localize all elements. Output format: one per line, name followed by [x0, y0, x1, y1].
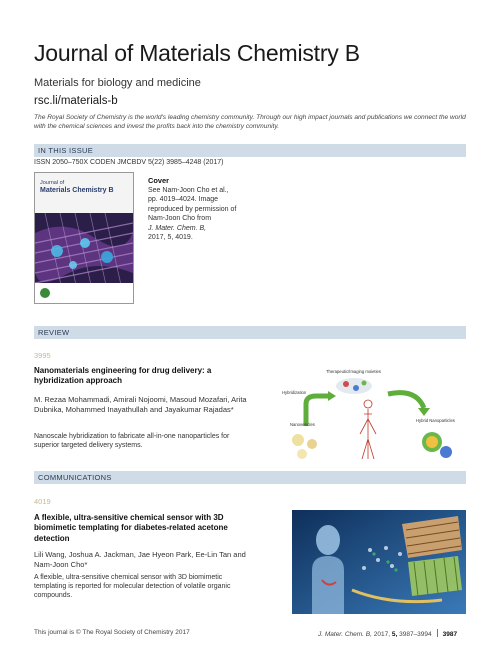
cover-artwork	[35, 213, 133, 303]
figure-label-bottom-left: Nanovesicles	[290, 422, 315, 427]
figure-label-right: Hybrid Nanoparticles	[416, 418, 455, 423]
cover-citation-journal: J. Mater. Chem. B,	[148, 224, 207, 232]
footer-copyright: This journal is © The Royal Society of Chemistry 2017	[34, 629, 190, 636]
footer-page-number: 3987	[442, 631, 458, 638]
article-title-link[interactable]: A flexible, ultra-sensitive chemical sensor with 3D biomimetic templating for diabetes-related acetone detection	[34, 513, 228, 543]
article-page-number: 4019	[34, 497, 51, 506]
footer-year: 2017,	[373, 631, 391, 638]
issn-line: ISSN 2050–750X CODEN JMCBDV 5(22) 3985–4248 (2017)	[34, 159, 224, 166]
communication-graphical-abstract	[292, 510, 466, 614]
footer-volume: 5,	[391, 631, 398, 638]
cover-text: See Nam-Joon Cho et al., pp. 4019–4024. Image reproduced by permission of Nam-Joon Cho from	[148, 186, 237, 223]
cover-image	[34, 172, 134, 304]
article-authors: M. Rezaa Mohammadi, Amirali Nojoomi, Masoud Mozafari, Arita Dubnika, Mohammed Inayathullah and Jayakumar Rajadas*	[34, 395, 247, 415]
article-page-number: 3995	[34, 351, 51, 360]
article-authors: Lili Wang, Joshua A. Jackman, Jae Hyeon Park, Ee-Lin Tan and Nam-Joon Cho*	[34, 550, 246, 570]
figure-label-left: Hybridization	[282, 390, 307, 395]
journal-description: The Royal Society of Chemistry is the world's leading chemistry community. Through our high impact journals and publications we connect the world with the chemical sciences and invest the profits back into the chemistry community.	[34, 114, 466, 130]
cover-mini-title-line1: Journal of	[40, 180, 65, 186]
journal-subtitle: Materials for biology and medicine	[34, 77, 201, 89]
cover-mini-title-line2: Materials Chemistry B	[40, 187, 114, 194]
review-graphical-abstract	[276, 364, 466, 464]
cover-label: Cover	[148, 176, 169, 185]
journal-title: Journal of Materials Chemistry B	[34, 40, 360, 66]
journal-url-link[interactable]: rsc.li/materials-b	[34, 95, 118, 107]
footer-divider	[437, 629, 438, 637]
cover-citation-rest: 2017, 5, 4019.	[148, 234, 193, 242]
article-title-link[interactable]: Nanomaterials engineering for drug delivery: a hybridization approach	[34, 366, 212, 386]
section-band-review: REVIEW	[34, 326, 466, 339]
section-band-in-this-issue: IN THIS ISSUE	[34, 144, 466, 157]
footer-citation	[318, 629, 457, 638]
article-abstract: Nanoscale hybridization to fabricate all-in-one nanoparticles for superior targeted delivery systems.	[34, 433, 230, 450]
cover-caption	[148, 176, 238, 243]
figure-label-top: Therapeutic/Imaging moieties	[326, 369, 381, 374]
footer-journal: J. Mater. Chem. B,	[318, 631, 372, 638]
section-band-communications: COMMUNICATIONS	[34, 471, 466, 484]
footer-pages: 3987–3994	[399, 631, 432, 638]
article-abstract: A flexible, ultra-sensitive chemical sensor with 3D biomimetic templating is reported for molecular detection of volatile organic compounds.	[34, 574, 231, 600]
